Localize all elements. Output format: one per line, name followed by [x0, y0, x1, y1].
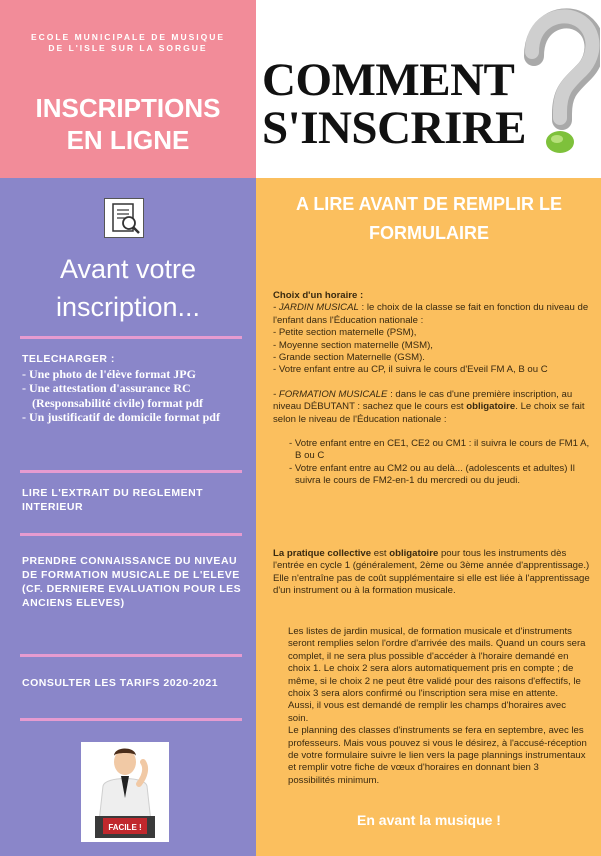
facile-photo	[81, 742, 169, 842]
a-lire-heading: A LIRE AVANT DE REMPLIR LE FORMULAIRE	[295, 194, 562, 243]
prendre-connaissance-item: PRENDRE CONNAISSANCE DU NIVEAU DE FORMATION MUSICALE DE L'ELEVE (CF. DERNIERE EVALUATION POUR LES ANCIENS ELEVES)	[22, 555, 242, 609]
divider	[20, 533, 242, 536]
divider	[20, 336, 242, 339]
listes-section: Les listes de jardin musical, de formation musicale et d'instruments seront remplies selon l'ordre d'arrivée des mails. Quand un cours sera complet, il ne sera plus possible d'accéder à l'horaire demandé en choix 1. Le choix 2 sera alors automatiquement pris en compte ; de même, si le choix 2 ne peut être validé pour des raisons d'effectifs, le choix 3 sera alors confirmé ou l'inscription sera mise en attente. Aussi, il vous est demandé de remplir les champs d'horaires avec soin. Le planning des classes d'instruments se fera en septembre, avec les professeurs. Mais vous pouvez si vous le désirez, à l'accusé-réception de votre formulaire suivre le lien vers la page plannings instrumentaux et remplir votre fiche de vœux d'horaires en donnant bien 3 possibilités minimum.	[288, 626, 587, 786]
question-mark-icon	[520, 8, 600, 158]
divider	[20, 654, 242, 657]
comment-sinscrire-heading: COMMENT S'INSCRIRE	[262, 54, 527, 154]
avant-inscription-heading: Avant votre inscription...	[55, 254, 201, 322]
school-name: ECOLE MUNICIPALE DE MUSIQUE DE L'ISLE SUR LA SORGUE	[30, 32, 226, 53]
divider	[20, 718, 242, 721]
document-search-icon	[104, 198, 144, 238]
telecharger-section: TELECHARGER : - Une photo de l'élève format JPG - Une attestation d'assurance RC (Responsabilité civile) format pdf - Un justificatif de domicile format pdf	[22, 353, 220, 424]
divider	[20, 470, 242, 473]
facile-sign: FACILE !	[108, 823, 142, 832]
pratique-collective-section: La pratique collective est obligatoire pour tous les instruments dès l'entrée en cycle 1 (généralement, 2ème ou 3ème année d'apprentissage.) Elle n'entraîne pas de coût supplémentaire si elle est liée à l'apprentissage d'un instrument ou à la formation musicale.	[273, 548, 590, 597]
en-avant-la-musique: En avant la musique !	[357, 812, 501, 828]
consulter-tarifs-item: CONSULTER LES TARIFS 2020-2021	[22, 677, 219, 689]
lire-reglement-item: LIRE L'EXTRAIT DU REGLEMENT INTERIEUR	[22, 487, 204, 513]
page-title: INSCRIPTIONS EN LIGNE	[35, 93, 221, 155]
choix-horaire-section: Choix d'un horaire : - JARDIN MUSICAL : le choix de la classe se fait en fonction du niveau de l'enfant dans l'Éducation nationale : - Petite section maternelle (PSM), - Moyenne section maternelle (MSM), - Grande section Maternelle (GSM). - Votre enfant entre au CP, il suivra le cours d'Eveil FM A, B ou C - FORMATION MUSICALE : dans le cas d'une première inscription, au niveau DÉBUTANT : sachez que le cours est obligatoire. Le choix se fait selon le niveau de l'Éducation nationale : - Votre enfant entre en CE1, CE2 ou CM1 : il suivra le cours de FM1 A, B ou C - Votre enfant entre au CM2 ou au delà... (adolescents et adultes) Il suivra le cours de FM2-en-1 du mercredi ou du jeudi.	[273, 290, 590, 487]
